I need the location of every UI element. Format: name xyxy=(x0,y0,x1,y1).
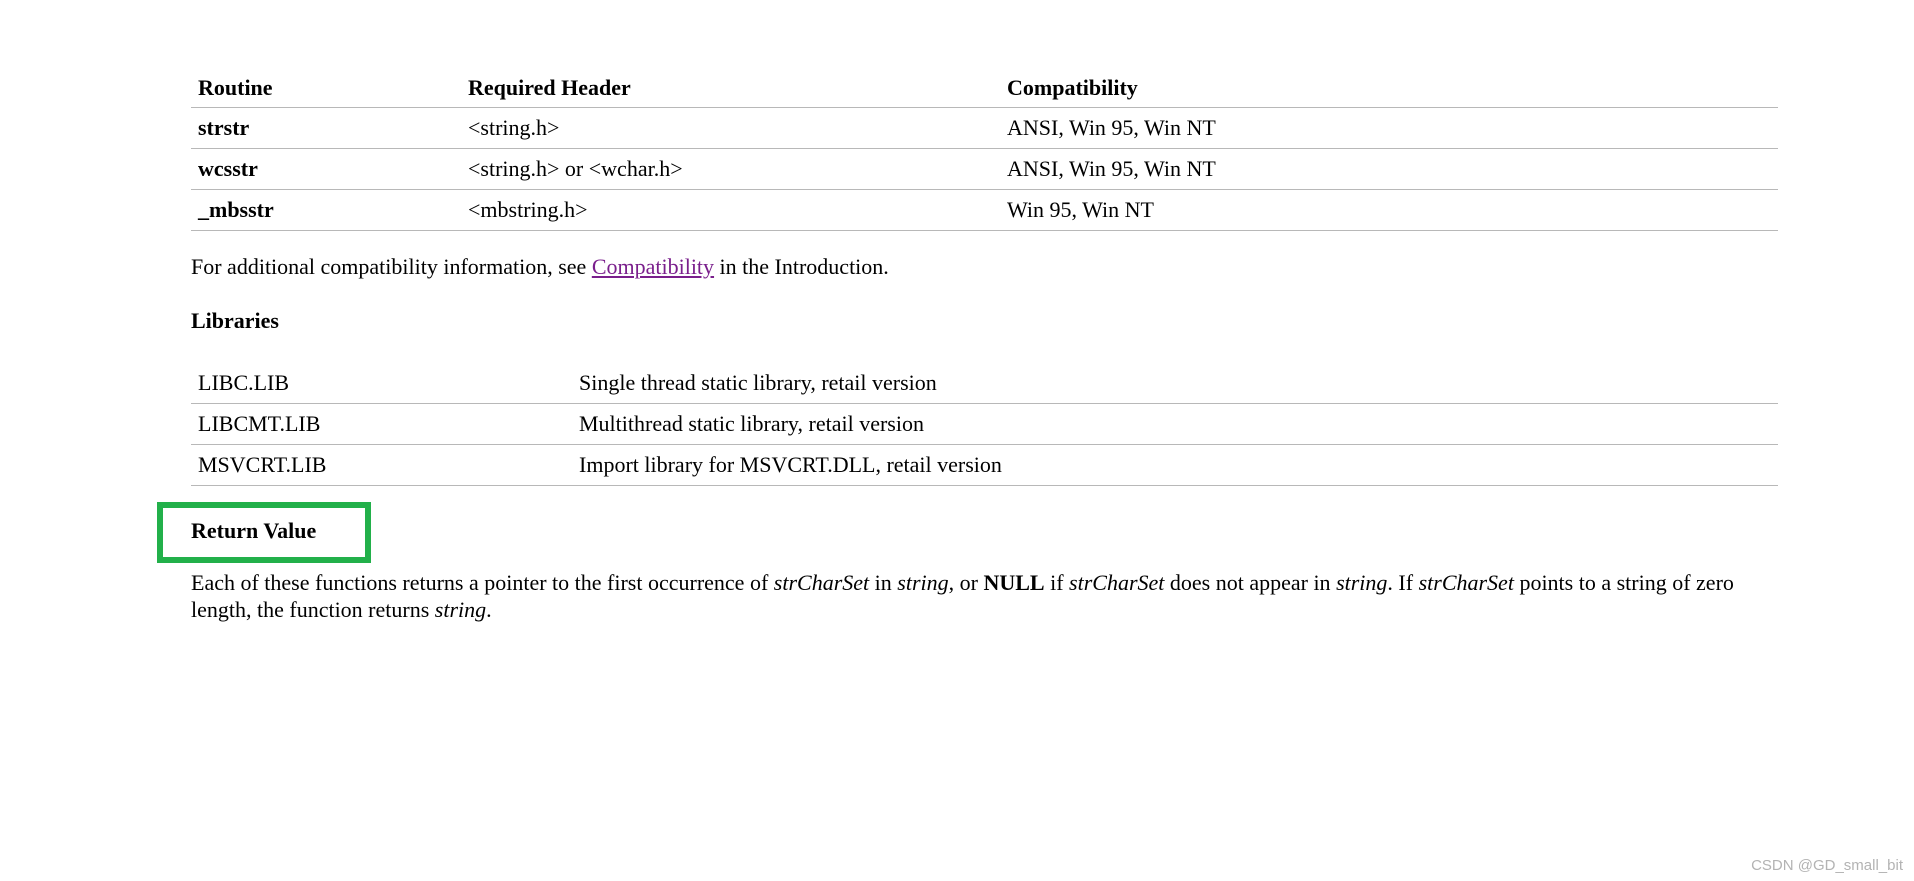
routine-cell: strstr xyxy=(191,108,461,149)
column-header-required-header: Required Header xyxy=(461,62,1000,108)
header-cell: <string.h> xyxy=(461,108,1000,149)
null-keyword: NULL xyxy=(983,570,1045,595)
table-header-row xyxy=(191,62,1778,108)
table-row xyxy=(191,108,1778,149)
highlight-box xyxy=(157,502,371,563)
libraries-table xyxy=(191,363,1778,486)
table-row xyxy=(191,404,1778,445)
watermark: CSDN @GD_small_bit xyxy=(1751,857,1903,874)
return-value-description xyxy=(191,569,1781,623)
compat-note-after: in the Introduction. xyxy=(714,254,889,279)
param-strcharset: strCharSet xyxy=(1418,570,1514,595)
column-header-routine: Routine xyxy=(191,62,461,108)
text-run: points to a string of zero length, the function returns xyxy=(191,570,1734,622)
library-name-cell: LIBC.LIB xyxy=(191,363,572,404)
text-run: . If xyxy=(1387,570,1419,595)
compatibility-note xyxy=(191,254,889,280)
compatibility-cell: ANSI, Win 95, Win NT xyxy=(1000,149,1778,190)
text-run: if xyxy=(1044,570,1070,595)
return-value-heading: Return Value xyxy=(191,518,317,543)
table-row xyxy=(191,363,1778,404)
header-cell: <mbstring.h> xyxy=(461,190,1000,231)
text-run: . xyxy=(486,597,492,622)
param-string: string xyxy=(897,570,949,595)
compatibility-cell: Win 95, Win NT xyxy=(1000,190,1778,231)
text-run: does not appear in xyxy=(1164,570,1337,595)
column-header-compatibility: Compatibility xyxy=(1000,62,1778,108)
library-name-cell: LIBCMT.LIB xyxy=(191,404,572,445)
compat-note-before: For additional compatibility information, see xyxy=(191,254,592,279)
compatibility-cell: ANSI, Win 95, Win NT xyxy=(1000,108,1778,149)
compatibility-link[interactable]: Compatibility xyxy=(591,254,715,279)
param-string: string xyxy=(434,597,487,622)
library-description-cell: Import library for MSVCRT.DLL, retail version xyxy=(572,445,1778,486)
routine-cell: wcsstr xyxy=(191,149,461,190)
libraries-heading: Libraries xyxy=(191,308,279,333)
header-cell: <string.h> or <wchar.h> xyxy=(461,149,1000,190)
param-strcharset: strCharSet xyxy=(773,570,870,595)
routine-cell: _mbsstr xyxy=(191,190,461,231)
param-strcharset: strCharSet xyxy=(1069,570,1165,595)
library-description-cell: Single thread static library, retail version xyxy=(572,363,1778,404)
table-row xyxy=(191,445,1778,486)
param-string: string xyxy=(1336,570,1388,595)
table-row xyxy=(191,149,1778,190)
text-run: Each of these functions returns a pointer to the first occurrence of xyxy=(191,570,774,595)
table-row xyxy=(191,190,1778,231)
text-run: in xyxy=(869,570,898,595)
library-description-cell: Multithread static library, retail version xyxy=(572,404,1778,445)
requirements-table xyxy=(191,62,1778,231)
library-name-cell: MSVCRT.LIB xyxy=(191,445,572,486)
text-run: , or xyxy=(948,570,984,595)
